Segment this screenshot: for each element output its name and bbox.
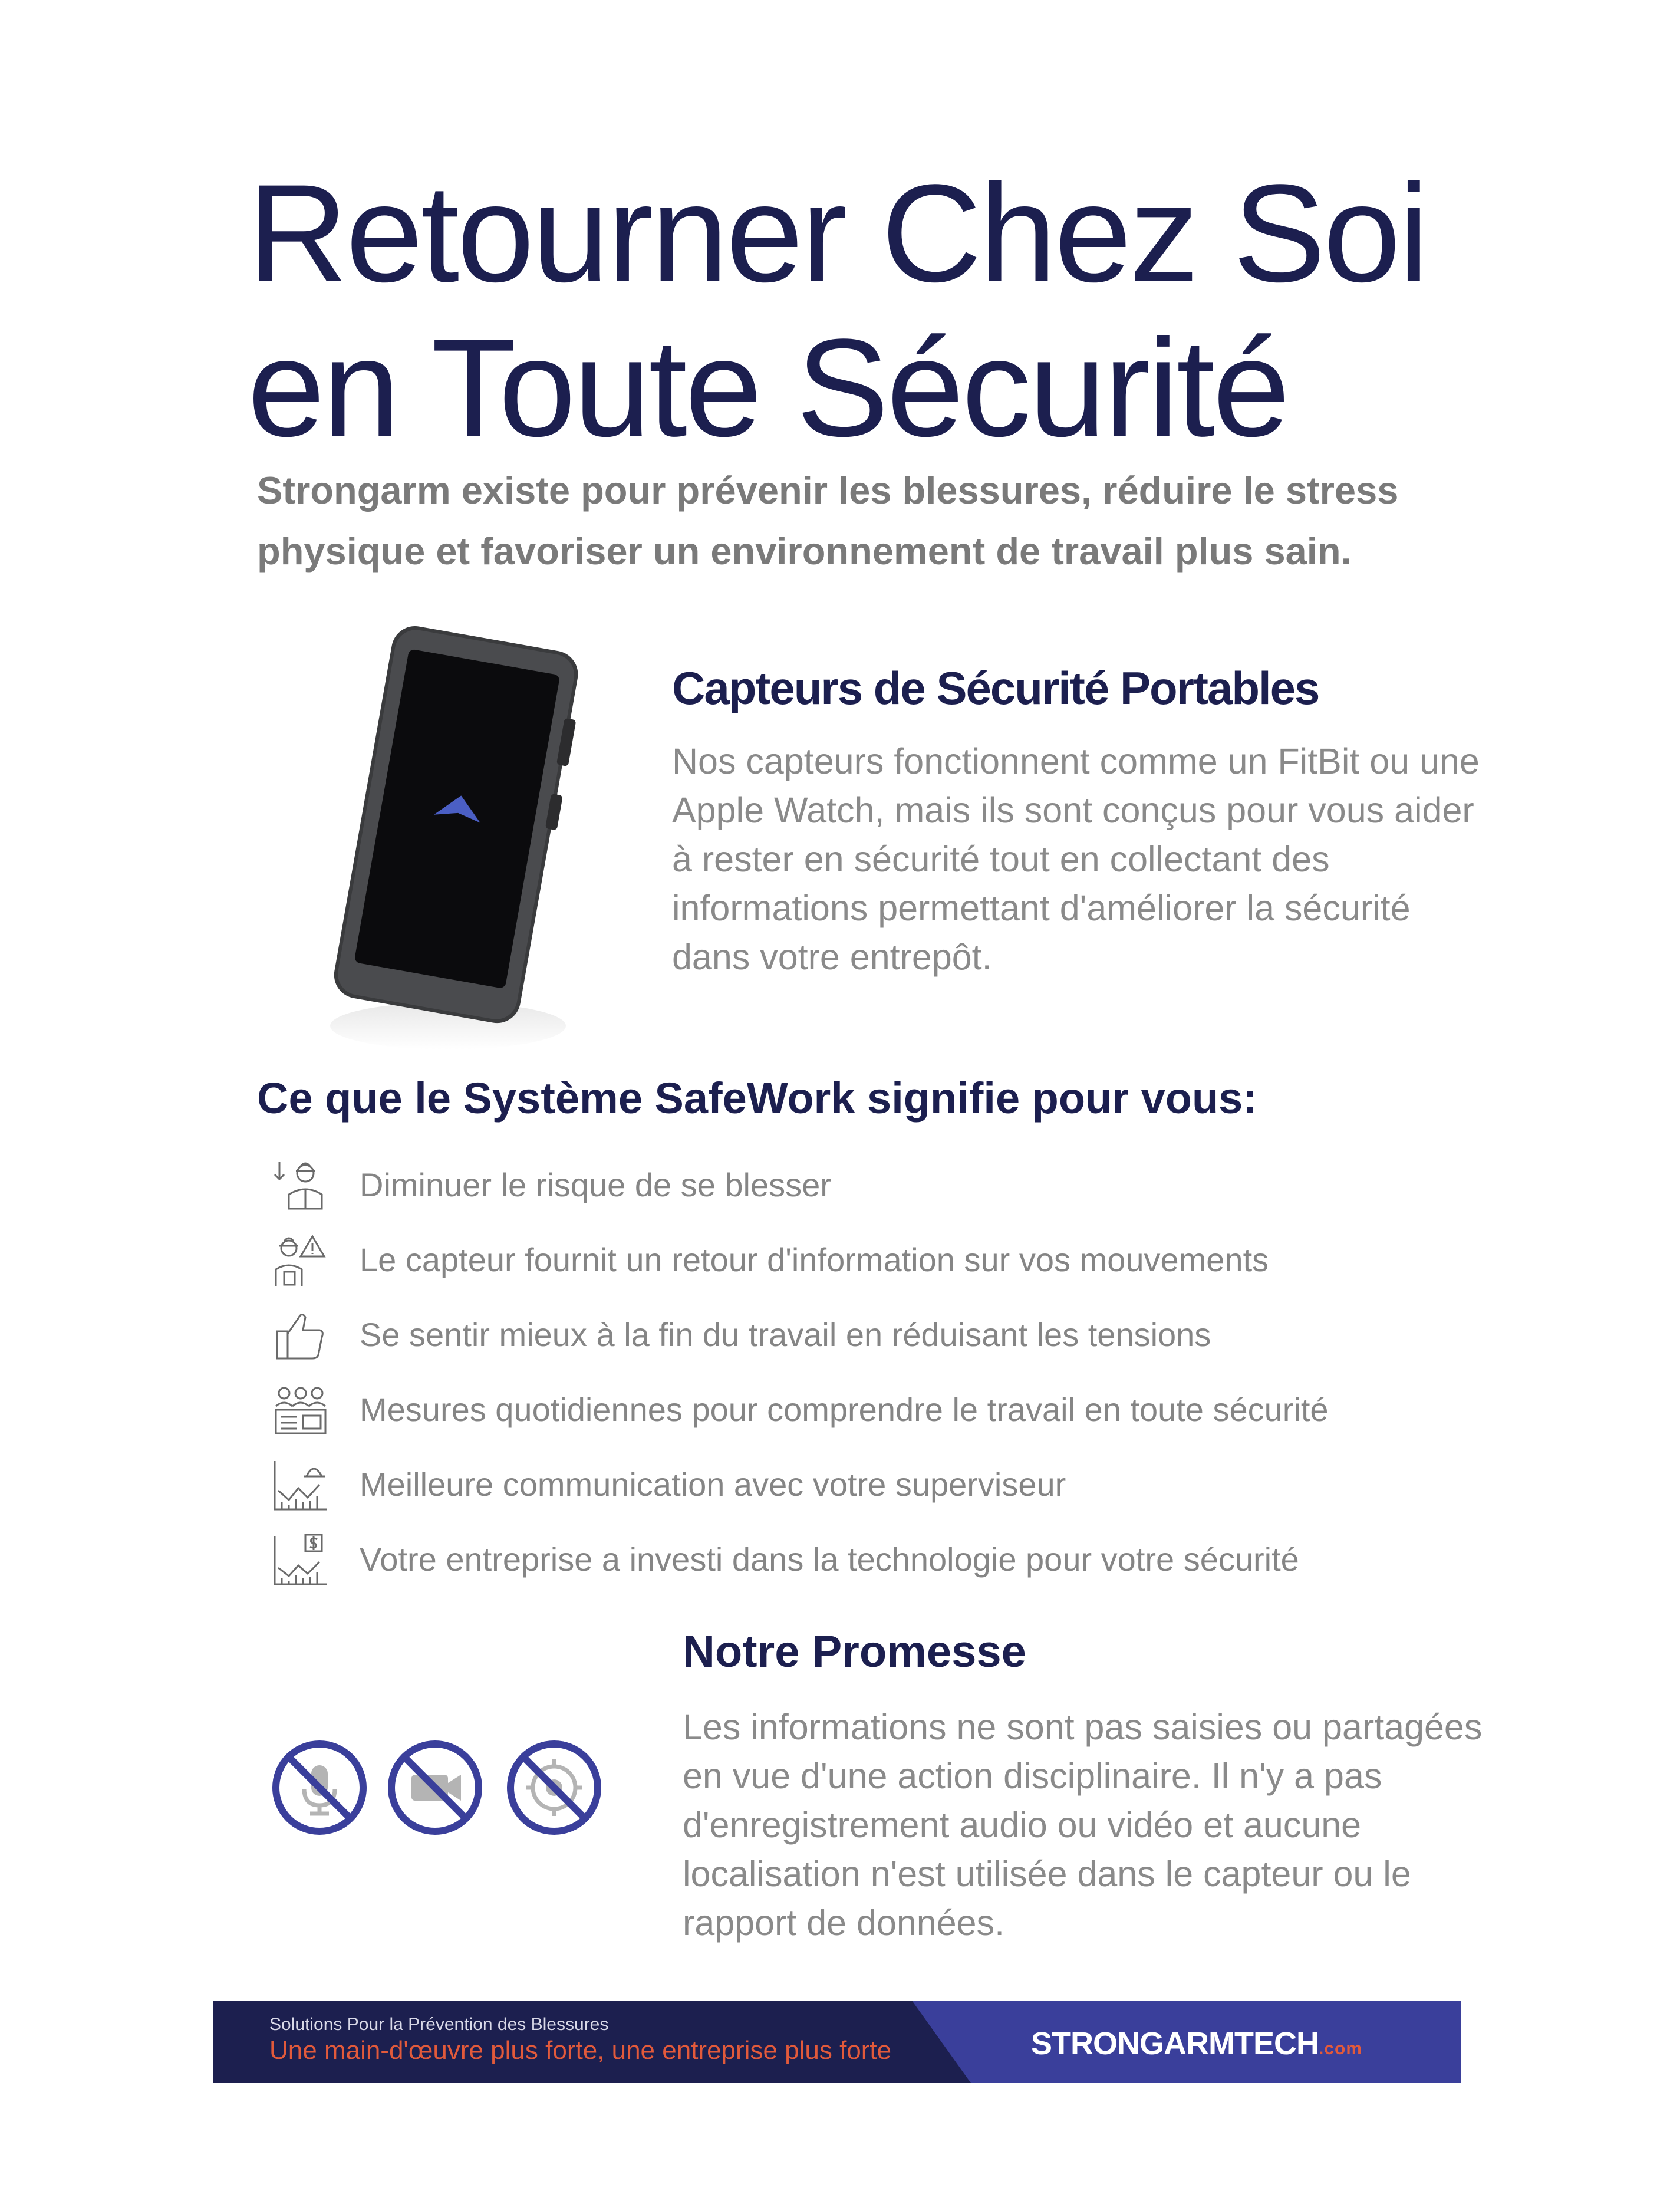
benefit-item [271,1230,1450,1305]
sensors-heading: Capteurs de Sécurité Portables [672,662,1319,714]
intro-subtitle: Strongarm existe pour prévenir les blessures, réduire le stress physique et favoriser un environnement de travail plus sain. [257,469,1399,573]
worker-warning-icon [271,1230,330,1289]
promise-heading: Notre Promesse [683,1627,1026,1677]
benefit-item [271,1380,1450,1455]
benefits-heading: Ce que le Système SafeWork signifie pour vous: [257,1074,1257,1123]
brand-domain: .com [1318,2039,1363,2058]
page-title [248,156,1544,465]
benefit-item [271,1455,1450,1530]
worker-risk-down-icon [271,1156,330,1215]
chart-hardhat-icon [271,1455,330,1514]
sensors-body-text: Nos capteurs fonctionnent comme un FitBit ou une Apple Watch, mais ils sont conçus pour vous aider à rester en sécurité tout en collectant des informations permettant d'améliorer la sécurité dans votre entrepôt. [672,741,1480,977]
footer-tagline: Une main-d'œuvre plus forte, une entreprise plus forte [269,2036,892,2065]
benefit-text: Mesures quotidiennes pour comprendre le travail en toute sécurité [360,1391,1329,1428]
title-line-1: Retourner Chez Soi [248,156,1427,311]
benefit-text: Votre entreprise a investi dans la technologie pour votre sécurité [360,1541,1299,1578]
benefit-text: Diminuer le risque de se blesser [360,1166,831,1203]
benefit-item [271,1530,1450,1605]
footer-banner [213,2001,1461,2083]
no-video-icon [387,1739,483,1836]
thumbs-up-icon [271,1305,330,1364]
no-location-icon [506,1739,602,1836]
benefit-text: Meilleure communication avec votre superviseur [360,1466,1066,1503]
benefits-list [271,1156,1450,1605]
chart-dollar-icon [271,1530,330,1589]
benefit-text: Le capteur fournit un retour d'information sur vos mouvements [360,1241,1269,1278]
footer-small-text: Solutions Pour la Prévention des Blessures [269,2015,609,2034]
sensor-device-image [307,613,613,1085]
brand-name: STRONGARMTECH [1031,2026,1319,2061]
promise-body-text: Les informations ne sont pas saisies ou partagées en vue d'une action disciplinaire. Il n'y a pas d'enregistrement audio ou vidéo et aucune localisation n'est utilisée dans le capteur ou le rapport de données. [683,1707,1483,1943]
team-dashboard-icon [271,1380,330,1439]
benefit-text: Se sentir mieux à la fin du travail en réduisant les tensions [360,1316,1211,1353]
no-microphone-icon [271,1739,368,1836]
privacy-icons [271,1739,613,1842]
brand-link[interactable] [1031,2025,1362,2062]
benefit-item [271,1156,1450,1230]
title-line-2: en Toute Sécurité [248,310,1288,466]
benefit-item [271,1305,1450,1380]
